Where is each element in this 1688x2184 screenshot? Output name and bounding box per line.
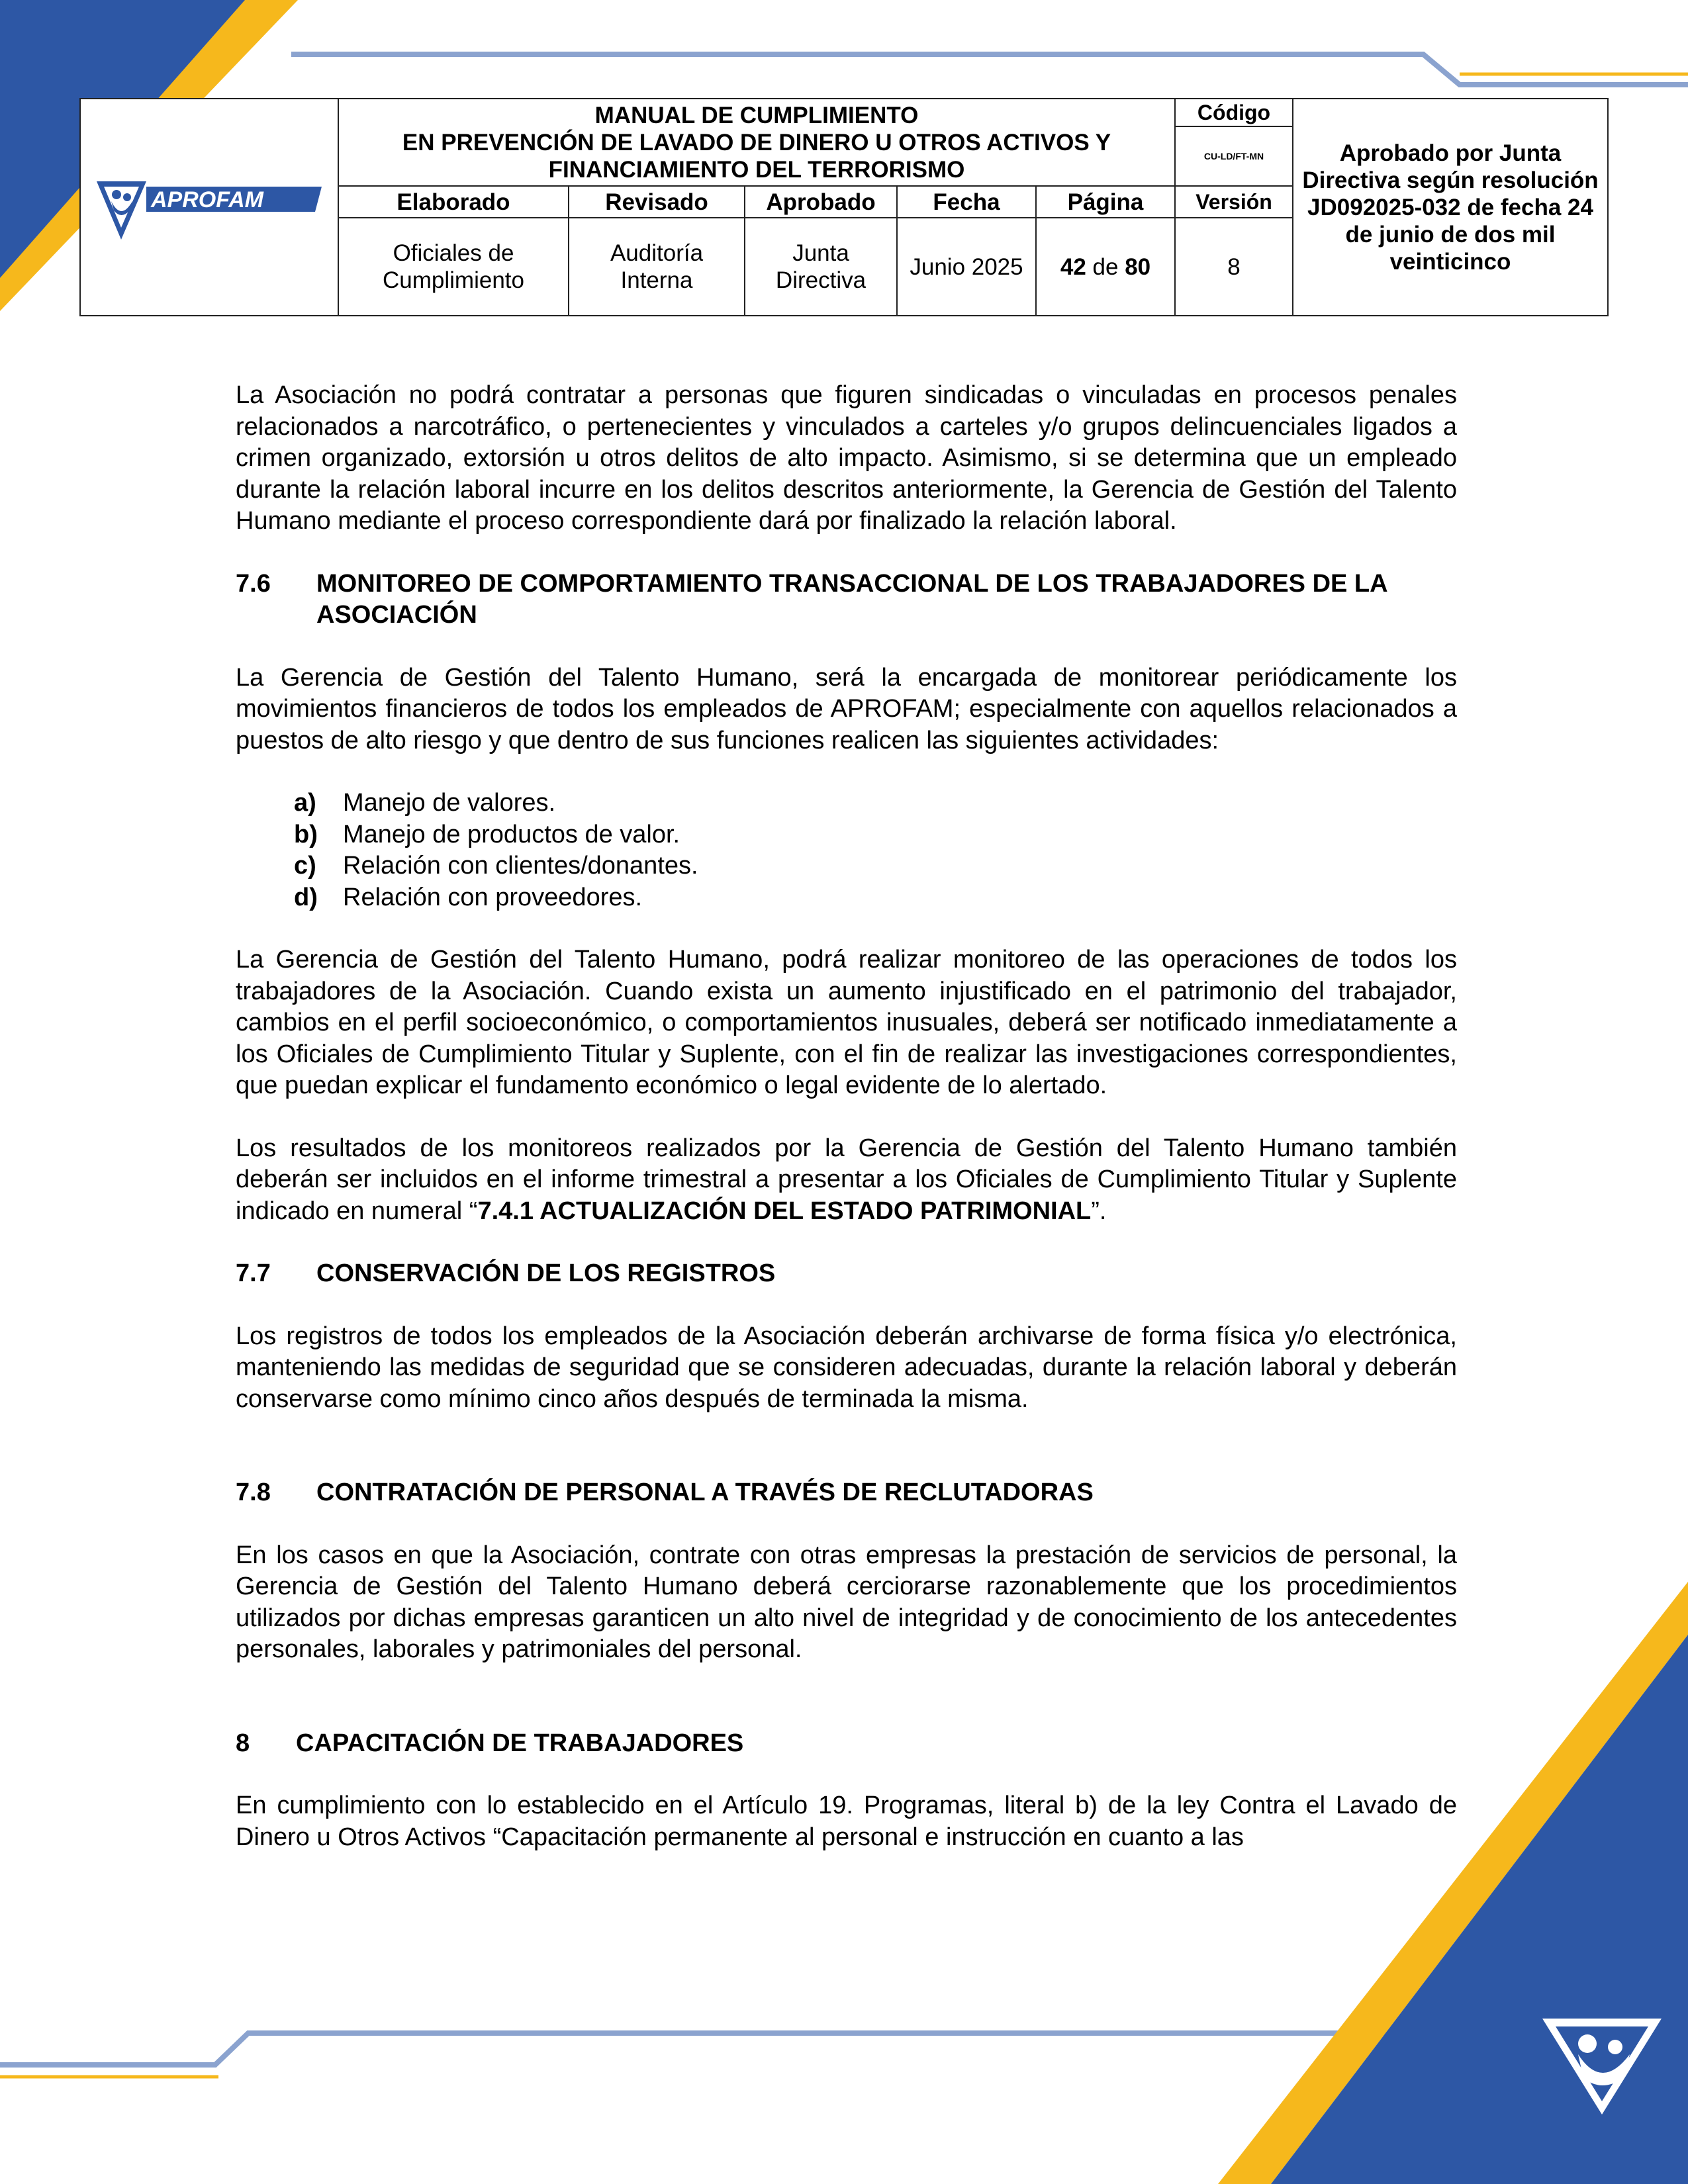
page-number [1036, 218, 1175, 316]
report-text-end: ”. [1091, 1197, 1107, 1225]
col-header-revisado: Revisado [569, 186, 745, 218]
document-body [236, 380, 1457, 1853]
col-header-fecha: Fecha [897, 186, 1036, 218]
list-item-text: Relación con clientes/donantes. [343, 852, 698, 880]
revisado-value: Auditoría Interna [569, 218, 745, 316]
section-title: CAPACITACIÓN DE TRABAJADORES [296, 1729, 744, 1757]
list-item [294, 788, 1457, 819]
aprofam-logo [83, 155, 335, 254]
approval-note: Aprobado por Junta Directiva según resolución JD092025-032 de fecha 24 de junio de dos mil veinticinco [1293, 99, 1608, 316]
logo-text: APROFAM [151, 187, 263, 212]
code-label: Código [1176, 99, 1292, 127]
section-title: MONITOREO DE COMPORTAMIENTO TRANSACCIONAL DE LOS TRABAJADORES DE LA ASOCIACIÓN [316, 569, 1387, 629]
paragraph-records: Los registros de todos los empleados de la Asociación deberán archivarse de forma física y/o electrónica, manteniendo las medidas de seguridad que se consideren adecuadas, durante la relación laboral y deberán conservarse como mínimo cinco años después de terminada la misma. [236, 1322, 1457, 1413]
list-item-label: b) [294, 820, 318, 848]
paragraph-hiring-restrictions: La Asociación no podrá contratar a personas que figuren sindicadas o vinculadas en procesos penales relacionados a narcotráfico, o pertenecientes y vinculados a carteles y/o grupos delincuenciales ligados a crimen organizado, extorsión u otros delitos de alto impacto. Asimismo, si se determina que un empleado durante la relación laboral incurre en los delitos descritos anteriormente, la Gerencia de Gestión del Talento Humano mediante el proceso correspondiente dará por finalizado la relación laboral. [236, 381, 1457, 535]
paragraph-operations-monitoring: La Gerencia de Gestión del Talento Humano, podrá realizar monitoreo de las operaciones de todos los trabajadores de la Asociación. Cuando exista un aumento injustificado en el patrimonio del trabajador, cambios en el perfil socioeconómico, o comportamientos inusuales, deberá ser notificado inmediatamente a los Oficiales de Cumplimiento Titular y Suplente, con el fin de realizar las investigaciones correspondientes, que puedan explicar el fundamento económico o legal evidente de lo alertado. [236, 946, 1457, 1099]
section-7-7-heading [236, 1258, 1457, 1290]
col-header-aprobado: Aprobado [745, 186, 897, 218]
spacer [236, 1446, 1457, 1477]
list-item [294, 882, 1457, 914]
list-item-label: d) [294, 883, 318, 911]
version-value: 8 [1175, 218, 1293, 316]
section-8-heading [236, 1728, 1457, 1760]
list-item-text: Relación con proveedores. [343, 883, 643, 911]
aprofam-logo-icon [97, 181, 146, 240]
section-7-8-heading [236, 1477, 1457, 1509]
section-number: 7.6 [236, 569, 271, 598]
section-number: 8 [236, 1729, 250, 1757]
section-number: 7.7 [236, 1259, 271, 1287]
col-header-elaborado: Elaborado [338, 186, 569, 218]
col-header-version: Versión [1175, 186, 1293, 218]
document-header [79, 98, 1609, 316]
paragraph-training: En cumplimiento con lo establecido en el Artículo 19. Programas, literal b) de la ley Contra el Lavado de Dinero u Otros Activos “Capacitación permanente al personal e instrucción en cuanto a las [236, 1792, 1457, 1851]
code-cell [1175, 99, 1293, 186]
report-reference: 7.4.1 ACTUALIZACIÓN DEL ESTADO PATRIMONIAL [477, 1197, 1092, 1225]
code-value: CU-LD/FT-MN [1203, 151, 1264, 161]
list-item [294, 850, 1457, 882]
list-item-text: Manejo de valores. [343, 789, 556, 817]
list-item-label: a) [294, 789, 316, 817]
aprobado-value: Junta Directiva [745, 218, 897, 316]
paragraph-quarterly-report [236, 1133, 1457, 1228]
col-header-pagina: Página [1036, 186, 1175, 218]
section-title: CONSERVACIÓN DE LOS REGISTROS [316, 1259, 776, 1287]
section-number: 7.8 [236, 1479, 271, 1506]
top-line-blue [291, 54, 1688, 85]
bottom-line-blue [0, 2033, 1523, 2065]
list-item-label: c) [294, 852, 316, 880]
page-current: 42 [1060, 253, 1086, 280]
list-item [294, 819, 1457, 851]
activities-list [236, 788, 1457, 913]
logo-cell [80, 99, 338, 316]
fecha-value: Junio 2025 [897, 218, 1036, 316]
paragraph-recruiters: En los casos en que la Asociación, contrate con otras empresas la prestación de servicios de personal, la Gerencia de Gestión del Talento Humano deberá cerciorarse razonablemente que los procedimientos utilizados por dichas empresas garanticen un alto nivel de integridad y de conocimiento de los antecedentes personales, laborales y patrimoniales del personal. [236, 1541, 1457, 1663]
page-of: de [1092, 253, 1119, 280]
spacer [236, 1697, 1457, 1728]
page-total: 80 [1125, 253, 1151, 280]
list-item-text: Manejo de productos de valor. [343, 820, 680, 848]
section-title: CONTRATACIÓN DE PERSONAL A TRAVÉS DE RECLUTADORAS [316, 1479, 1094, 1506]
document-title: MANUAL DE CUMPLIMIENTO EN PREVENCIÓN DE LAVADO DE DINERO U OTROS ACTIVOS Y FINANCIAMIENTO DEL TERRORISMO [338, 99, 1175, 186]
section-7-6-heading [236, 569, 1457, 631]
report-text: Los resultados de los monitoreos realizados por la Gerencia de Gestión del Talento Humano también deberán ser incluidos en el informe trimestral a presentar a los Oficiales de Cumplimiento Titular y Suplente indicado en numeral “ [236, 1134, 1457, 1225]
paragraph-monitoring: La Gerencia de Gestión del Talento Humano, será la encargada de monitorear periódicamente los movimientos financieros de todos los empleados de APROFAM; especialmente con aquellos relacionados a puestos de alto riesgo y que dentro de sus funciones realicen las siguientes actividades: [236, 663, 1457, 754]
elaborado-value: Oficiales de Cumplimiento [338, 218, 569, 316]
